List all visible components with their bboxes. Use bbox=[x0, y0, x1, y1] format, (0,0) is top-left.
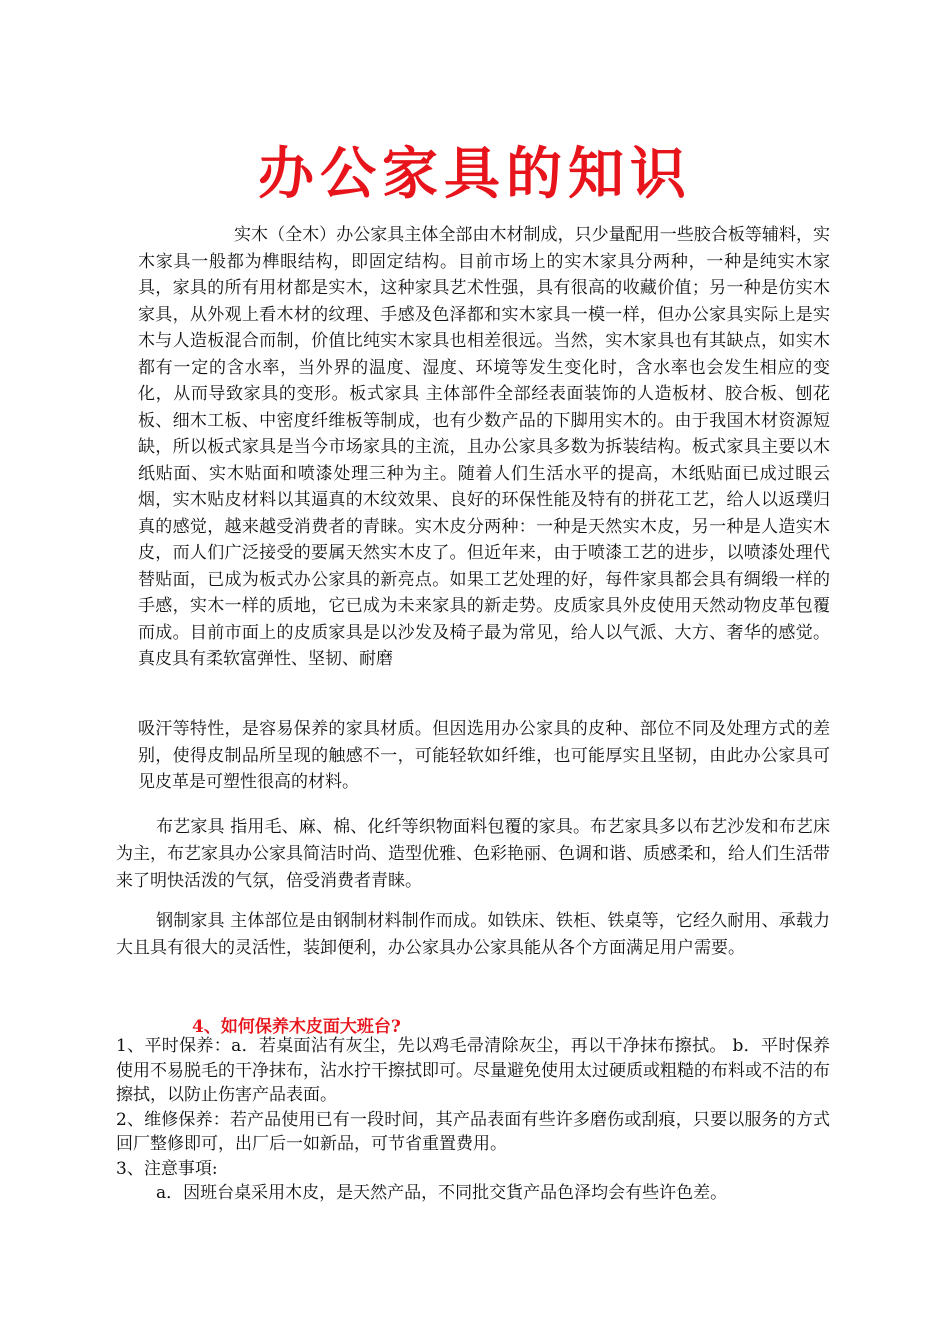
paragraph-text: 钢制家具 主体部位是由钢制材料制作而成。如铁床、铁柜、铁桌等，它经久耐用、承载力大且具有很大的灵活性，装卸便利，办公家具办公家具能从各个方面满足用户需要。 bbox=[116, 911, 830, 958]
section-heading: 4、如何保养木皮面大班台? bbox=[192, 1017, 401, 1037]
paragraph-text: 实木（全木）办公家具主体全部由木材制成，只少量配用一些胶合板等辅料，实木家具一般都为榫眼结构，即固定结构。目前市场上的实木家具分两种，一种是纯实木家具，家具的所有用材都是实木，这种家具艺术性强，具有很高的收藏价值；另一种是仿实木家具，从外观上看木材的纹理、手感及色泽都和实木家具一模一样，但办公家具实际上是实木与人造板混合而制，价值比纯实木家具也相差很远。当然，实木家具也有其缺点，如实木都有一定的含水率，当外界的温度、湿度、环境等发生变化时，含水率也会发生相应的变化，从而导致家具的变形。板式家具 主体部件全部经表面装饰的人造板材、胶合板、刨花板、细木工板、中密度纤维板等制成，也有少数产品的下脚用实木的。由于我国木材资源短缺，所以板式家具是当今市场家具的主流，且办公家具多数为拆装结构。板式家具主要以木纸贴面、实木贴面和喷漆处理三种为主。随着人们生活水平的提高，木纸贴面已成过眼云烟，实木贴皮材料以其逼真的木纹效果、良好的环保性能及特有的拼花工艺，给人以返璞归真的感觉，越来越受消费者的青睐。实木皮分两种：一种是天然实木皮，另一种是人造实木皮，而人们广泛接受的要属天然实木皮了。但近年来，由于喷漆工艺的进步，以喷漆处理代替贴面，已成为板式办公家具的新亮点。如果工艺处理的好，每件家具都会具有绸缎一样的手感，实木一样的质地，它已成为未来家具的新走势。皮质家具外皮使用天然动物皮革包覆而成。目前市面上的皮质家具是以沙发及椅子最为常见，给人以气派、大方、奢华的感觉。真皮具有柔软富弹性、坚韧、耐磨 bbox=[138, 225, 830, 669]
list-item: a．因班台桌采用木皮，是天然产品，不同批交貨产品色泽均会有些许色差。 bbox=[156, 1183, 728, 1203]
paragraph-leather-cont: 吸汗等特性，是容易保养的家具材质。但因选用办公家具的皮种、部位不同及处理方式的差别，使得皮制品所呈现的触感不一，可能轻软如纤维，也可能厚实且坚韧，由此办公家具可见皮革是可塑性很高的材料。 bbox=[138, 719, 830, 792]
list-item: 2、维修保养：若产品使用已有一段时间，其产品表面有些许多磨伤或刮痕，只要以服务的方式回厂整修即可，出厂后一如新品，可节省重置费用。 bbox=[116, 1109, 830, 1154]
paragraph-fabric bbox=[116, 814, 830, 895]
list-item: 3、注意事項: bbox=[116, 1158, 218, 1179]
paragraph-steel bbox=[116, 908, 830, 962]
paragraph-text: 布艺家具 指用毛、麻、棉、化纤等织物面料包覆的家具。布艺家具多以布艺沙发和布艺床为主，布艺家具办公家具简洁时尚、造型优雅、色彩艳丽、色调和谐、质感柔和，给人们生活带来了明快活泼的气氛，倍受消费者青睐。 bbox=[116, 817, 830, 891]
paragraph-wood-panel-leather bbox=[138, 222, 830, 673]
page-title: 办公家具的知识 bbox=[258, 141, 692, 207]
list-item: 1、平时保养：a．若桌面沾有灰尘，先以鸡毛帚清除灰尘，再以干净抹布擦拭。 b．平时保养使用不易脱毛的干净抹布，沾水拧干擦拭即可。尽量避免使用太过硬质或粗糙的布料或不洁的布擦拭，以防止伤害产品表面。 bbox=[116, 1036, 830, 1105]
maintenance-list bbox=[116, 1034, 830, 1206]
